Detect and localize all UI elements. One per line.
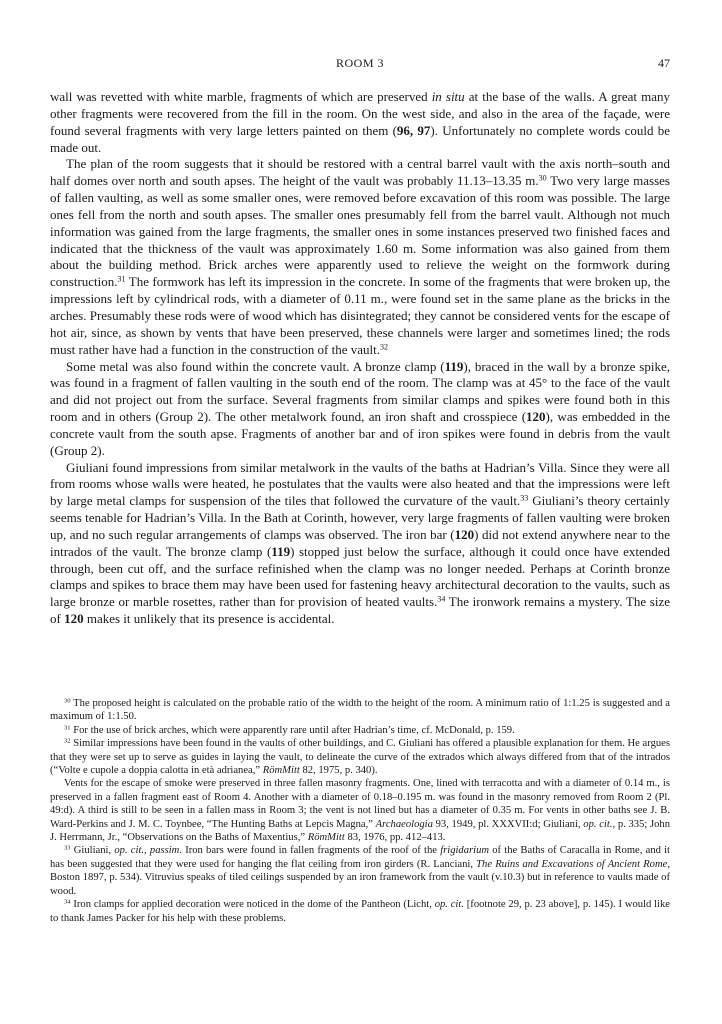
italic-text: The Ruins and Excavations of Ancient Rome [476, 858, 668, 870]
text-run: , Boston 1897, p. 534). Vitruvius speaks of tiled ceilings suspended by an iron framework from the vault (v.10.3) but in reference to vaults made of wood. [50, 858, 670, 897]
text-run: The plan of the room suggests that it should be restored with a central barrel vault with the axis north–south and half domes over north and south apses. The height of the vault was probably 11.13–13.35 m. [50, 156, 670, 189]
text-run: The formwork has left its impression in the concrete. In some of the fragments that were broken up, the impressions left by cylindrical rods, with a diameter of 0.11 m., were found set in the same plane as the bricks in the arches. Presumably these rods were of wood which has disintegrated; they cannot be considered vents for the escape of hot air, since, as shown by vents that have been preserved, these channels were larger and sometimes lined; the rods must rather have had a function in the construction of the vault. [50, 274, 670, 357]
footnote-marker: 31 [64, 724, 71, 732]
text-run: Similar impressions have been found in the vaults of other buildings, and C. Giuliani has offered a plausible explanation for them. He argues that they were set up to serve as guides in laying the vault, to delineate the curve of the extrados which always differed from that of the intrados (“Volte e cupole a doppia calotta in età adrianea,” [50, 738, 670, 777]
italic-text: op. cit. [583, 818, 613, 830]
paragraph [50, 156, 670, 358]
italic-text: frigidarium [440, 845, 490, 857]
italic-text: op. cit., passim [114, 845, 180, 857]
text-run: Iron clamps for applied decoration were noticed in the dome of the Pantheon (Licht, [70, 899, 435, 911]
bold-reference: 120 [64, 611, 84, 627]
footnote-marker: 30 [64, 697, 71, 705]
italic-text: RömMitt [262, 765, 300, 777]
footnote [50, 844, 670, 898]
running-head [50, 56, 670, 72]
bold-reference: 120 [454, 526, 475, 542]
text-run: at the base of the walls. A great many other fragments were recovered from the fill in the room. On the west side, and also in the area of the façade, were found several fragments with very large letters painted on them ( [50, 89, 670, 138]
text-run: ) did not extend anywhere near to the intrados of the vault. The bronze clamp ( [50, 526, 670, 559]
footnote [50, 737, 670, 777]
text-run: 93, 1949, pl. XXXVII:d; Giuliani, [432, 818, 584, 830]
bold-reference: 119 [271, 543, 291, 559]
text-run: Two very large masses of fallen vaulting, as well as some smaller ones, were removed before excavation of this room was possible. The large ones fell from the north and south apses. The smaller ones presumably fell from the barrel vault. Although not much information was gained from the large fragments, the smaller ones in some instances preserved two finished faces and indicated that the thickness of the vault was approximately 1.60 m. Some information was also gained from them about the building method. Brick arches were apparently used to relieve the weight on the formwork during construction. [50, 173, 670, 290]
footnote-continuation [50, 777, 670, 844]
footnote-marker: 32 [64, 737, 71, 745]
text-run: Giuliani’s theory certainly seems tenable for Hadrian’s Villa. In the Bath at Corinth, however, very large fragments of fallen vaulting were broken up, and no such regular arrangements of clamps was observed. The iron bar ( [50, 493, 670, 542]
text-run: Giuliani found impressions from similar metalwork in the vaults of the baths at Hadrian’s Villa. Since they were all from rooms whose walls were heated, he postulates that the vaults were also heated and that the impressions were left by large metal clamps for suspension of the tiles that followed the curvature of the vault. [50, 459, 670, 509]
text-run: Giuliani, [70, 845, 115, 857]
text-run: . Iron bars were found in fallen fragments of the roof of the [179, 845, 441, 857]
footnote-marker: 34 [437, 594, 446, 604]
footnote-marker: 31 [117, 274, 126, 284]
italic-text: RömMitt [307, 832, 345, 844]
bold-reference: 96, 97 [396, 122, 431, 138]
text-run: makes it unlikely that its presence is accidental. [83, 611, 335, 627]
text-run: of the Baths of Caracalla in Rome, and it has been suggested that they were used for hanging the flat ceiling from iron girders (R. Lanciani, [50, 845, 671, 870]
bold-reference: 119 [444, 358, 464, 374]
body-text [50, 89, 670, 628]
text-run: Vents for the escape of smoke were preserved in three fallen masonry fragments. One, lined with terracotta and with a diameter of 0.14 m., is preserved in a fallen fragment east of Room 4. Another with a diameter of 0.18–0.195 m. was found in the masonry removed from Room 2 (Pl. 49:d). A third is still to be seen in a fallen mass in Room 3; the vent is not lined but has a diameter of 0.35 m. For vents in other baths see J. B. Ward-Perkins and J. M. C. Toynbee, “The Hunting Baths at Lepcis Magna,” [50, 778, 670, 830]
page-number: 47 [658, 56, 670, 70]
footnote-marker: 30 [538, 173, 547, 183]
footnote-marker: 34 [64, 898, 71, 906]
text-run: For the use of brick arches, which were apparently rare until after Hadrian’s time, cf. McDonald, p. 159. [70, 724, 515, 736]
italic-text: in situ [431, 89, 465, 104]
text-run: 82, 1975, p. 340). [299, 765, 378, 777]
footnotes [50, 697, 670, 925]
text-run: ), braced in the wall by a bronze spike, was found in a fragment of fallen vaulting in the south end of the room. The clamp was at 45° to the face of the vault and did not project out from the surface. Several fragments from similar clamps and spikes were found both in this room and in others (Group 2). The other metalwork found, an iron shaft and crosspiece ( [50, 358, 670, 425]
paragraph [50, 460, 670, 628]
paragraph [50, 359, 670, 460]
text-run: 83, 1976, pp. 412–413. [344, 832, 446, 844]
text-run: Some metal was also found within the concrete vault. A bronze clamp ( [66, 358, 445, 374]
footnote-marker: 33 [520, 493, 529, 503]
footnote [50, 697, 670, 724]
text-run: ). Unfortunately no complete words could be made out. [50, 122, 670, 155]
text-run: The ironwork remains a mystery. The size of [50, 594, 671, 627]
footnote [50, 724, 670, 737]
text-run: wall was revetted with white marble, fragments of which are preserved [50, 89, 432, 104]
bold-reference: 120 [526, 409, 546, 425]
italic-text: Archaeologia [375, 818, 433, 830]
text-run: ), was embedded in the concrete vault from the south apse. Fragments of another bar and of iron spikes were found in debris from the vault (Group 2). [50, 409, 671, 458]
italic-text: op. cit. [434, 899, 464, 911]
text-run: The proposed height is calculated on the probable ratio of the width to the height of the room. A minimum ratio of 1:1.25 is suggested and a maximum of 1:1.50. [50, 698, 670, 723]
text-run: [footnote 29, p. 23 above], p. 145). I would like to thank James Packer for his help with these problems. [50, 899, 670, 924]
footnote [50, 898, 670, 925]
paragraph [50, 89, 670, 156]
running-title: ROOM 3 [335, 56, 384, 70]
text-run: ) stopped just below the surface, although it could once have extended through, been cut off, and the surface refinished when the clamp was no longer needed. Perhaps at Corinth bronze clamps and spikes to brace them may have been used for fastening heavy architectural decoration to the vaults, such as large bronze or marble rosettes, rather than for provision of heated vaults. [50, 543, 670, 610]
footnote-marker: 33 [64, 844, 71, 852]
footnote-marker: 32 [379, 342, 389, 352]
text-run: , p. 335; John J. Herrmann, Jr., “Observations on the Baths of Maxentius,” [50, 818, 670, 844]
